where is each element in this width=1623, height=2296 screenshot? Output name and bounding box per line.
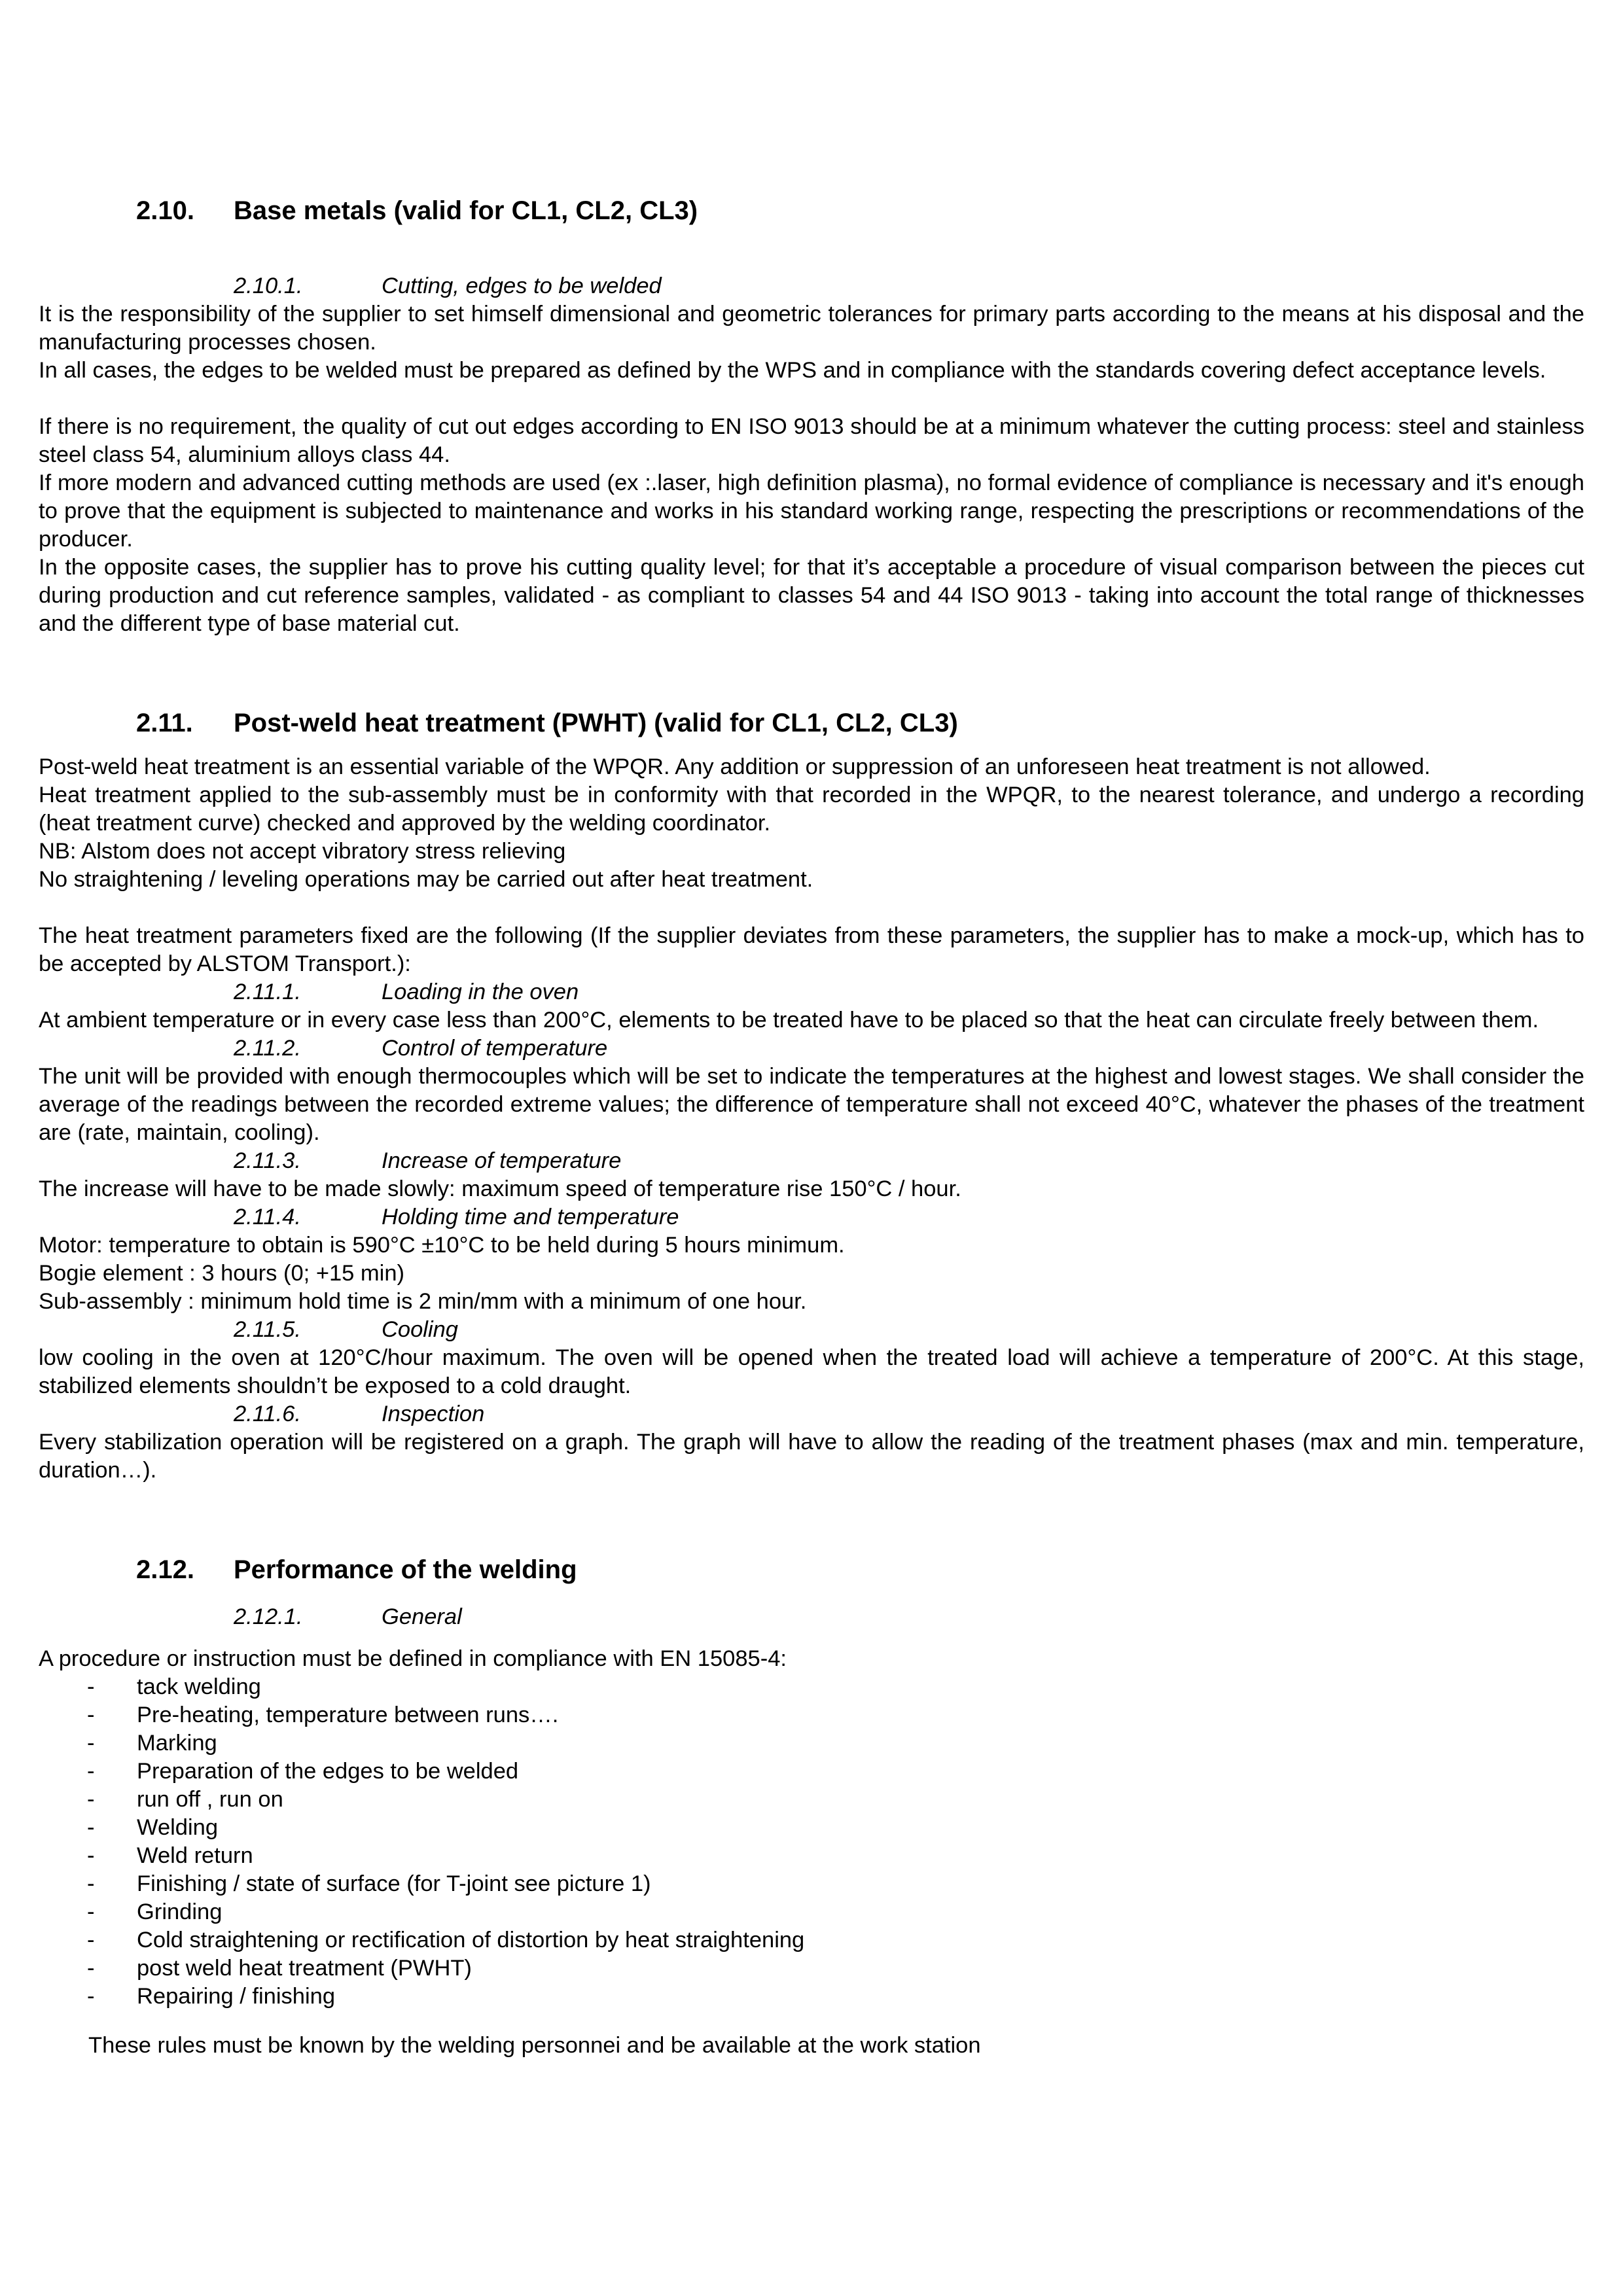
paragraph: The heat treatment parameters fixed are the following (If the supplier deviates from these parameters, the supplier has to make a mock-up, which has to be accepted by ALSTOM Transport.): [39, 923, 1584, 976]
requirements-list [39, 1673, 1584, 2011]
paragraph: In the opposite cases, the supplier has to prove his cutting quality level; for that it’s acceptable a procedure of visual comparison between the pieces cut during production and cut reference samples, validated - as compliant to classes 54 and 44 ISO 9013 - taking into account the total range of thicknesses and the different type of base material cut. [39, 555, 1584, 636]
section-title: Performance of the welding [234, 1555, 577, 1584]
list-dash: - [87, 1759, 95, 1784]
paragraph: Heat treatment applied to the sub-assembly must be in conformity with that recorded in the WPQR, to the nearest tolerance, and undergo a recording (heat treatment curve) checked and approved by the welding coordinator. [39, 783, 1584, 836]
subsection-number: 2.12.1. [234, 1604, 303, 1629]
list-item [39, 1898, 1584, 1926]
list-item [39, 1954, 1584, 1983]
paragraph: In all cases, the edges to be welded must be prepared as defined by the WPS and in compliance with the standards covering defect acceptance levels. [39, 358, 1546, 383]
subsection-heading-2-11-6 [39, 1400, 1584, 1428]
subsection-number: 2.11.3. [234, 1148, 301, 1173]
list-item-text: post weld heat treatment (PWHT) [137, 1956, 472, 1981]
paragraph: If more modern and advanced cutting methods are used (ex :.laser, high definition plasma), no formal evidence of compliance is necessary and it's enough to prove that the equipment is subjected to maintenance and works in his standard working range, respecting the prescriptions or recommendations of the producer. [39, 470, 1584, 552]
paragraph: Sub-assembly : minimum hold time is 2 min/mm with a minimum of one hour. [39, 1289, 807, 1314]
list-dash: - [87, 1899, 95, 1924]
subsection-heading-2-11-2 [39, 1034, 1584, 1063]
subsection-heading-2-11-3 [39, 1147, 1584, 1175]
list-dash: - [87, 1703, 95, 1727]
paragraph: The increase will have to be made slowly: maximum speed of temperature rise 150°C / hour. [39, 1176, 961, 1201]
paragraph: It is the responsibility of the supplier to set himself dimensional and geometric tolerances for primary parts according to the means at his disposal and the manufacturing processes chosen. [39, 302, 1584, 355]
list-item-text: Finishing / state of surface (for T-joint see picture 1) [137, 1871, 651, 1896]
paragraph: No straightening / leveling operations may be carried out after heat treatment. [39, 867, 813, 892]
list-dash: - [87, 1984, 95, 2009]
paragraph: NB: Alstom does not accept vibratory stress relieving [39, 839, 566, 864]
list-dash: - [87, 1787, 95, 1812]
paragraph: Post-weld heat treatment is an essential variable of the WPQR. Any addition or suppression of an unforeseen heat treatment is not allowed. [39, 754, 1431, 779]
list-item-text: Weld return [137, 1843, 253, 1868]
list-item-text: tack welding [137, 1674, 261, 1699]
paragraph: If there is no requirement, the quality of cut out edges according to EN ISO 9013 should be at a minimum whatever the cutting process: steel and stainless steel class 54, aluminium alloys class 44. [39, 414, 1584, 467]
paragraph: A procedure or instruction must be defined in compliance with EN 15085-4: [39, 1646, 787, 1671]
section-number: 2.10. [136, 196, 194, 225]
list-item-text: Cold straightening or rectification of distortion by heat straightening [137, 1928, 805, 1952]
subsection-number: 2.11.2. [234, 1036, 301, 1061]
list-item [39, 1757, 1584, 1786]
section-heading-2-10 [39, 195, 1584, 226]
list-item [39, 1729, 1584, 1757]
section-number: 2.11. [136, 709, 193, 737]
list-item [39, 1701, 1584, 1729]
subsection-number: 2.11.6. [234, 1402, 301, 1426]
subsection-title: General [382, 1604, 462, 1629]
list-item [39, 1870, 1584, 1898]
list-item-text: Marking [137, 1731, 217, 1756]
subsection-title: Inspection [382, 1402, 485, 1426]
section-heading-2-11 [39, 707, 1584, 739]
list-item [39, 1842, 1584, 1870]
list-dash: - [87, 1815, 95, 1840]
section-title: Post-weld heat treatment (PWHT) (valid for CL1, CL2, CL3) [234, 709, 958, 737]
list-dash: - [87, 1956, 95, 1981]
list-item [39, 1786, 1584, 1814]
paragraph: Motor: temperature to obtain is 590°C ±10°C to be held during 5 hours minimum. [39, 1233, 845, 1258]
paragraph: Bogie element : 3 hours (0; +15 min) [39, 1261, 405, 1286]
subsection-number: 2.11.1. [234, 980, 301, 1004]
list-item [39, 1983, 1584, 2011]
list-item-text: Welding [137, 1815, 219, 1840]
subsection-number: 2.11.4. [234, 1205, 301, 1229]
subsection-number: 2.10.1. [234, 274, 303, 298]
list-item [39, 1673, 1584, 1701]
subsection-heading-2-12-1 [39, 1603, 1584, 1631]
subsection-number: 2.11.5. [234, 1317, 301, 1342]
list-item-text: Pre-heating, temperature between runs…. [137, 1703, 559, 1727]
list-item-text: Preparation of the edges to be welded [137, 1759, 519, 1784]
list-item [39, 1814, 1584, 1842]
paragraph: Every stabilization operation will be registered on a graph. The graph will have to allow the reading of the treatment phases (max and min. temperature, duration…). [39, 1430, 1584, 1483]
list-dash: - [87, 1843, 95, 1868]
list-item-text: Repairing / finishing [137, 1984, 336, 2009]
list-dash: - [87, 1871, 95, 1896]
paragraph: At ambient temperature or in every case less than 200°C, elements to be treated have to be placed so that the heat can circulate freely between them. [39, 1008, 1539, 1033]
subsection-title: Cutting, edges to be welded [382, 274, 662, 298]
subsection-heading-2-11-4 [39, 1203, 1584, 1231]
subsection-heading-2-11-1 [39, 978, 1584, 1006]
paragraph: The unit will be provided with enough thermocouples which will be set to indicate the temperatures at the highest and lowest stages. We shall consider the average of the readings between the recorded extreme values; the difference of temperature shall not exceed 40°C, whatever the phases of the treatment are (rate, maintain, cooling). [39, 1064, 1584, 1145]
list-item-text: run off , run on [137, 1787, 283, 1812]
subsection-title: Increase of temperature [382, 1148, 622, 1173]
paragraph: low cooling in the oven at 120°C/hour maximum. The oven will be opened when the treated load will achieve a temperature of 200°C. At this stage, stabilized elements shouldn’t be exposed to a cold draught. [39, 1345, 1584, 1398]
section-number: 2.12. [136, 1555, 194, 1584]
document-content [39, 0, 1584, 2060]
subsection-title: Cooling [382, 1317, 458, 1342]
section-heading-2-12 [39, 1554, 1584, 1585]
list-item-text: Grinding [137, 1899, 223, 1924]
list-dash: - [87, 1731, 95, 1756]
subsection-heading-2-11-5 [39, 1316, 1584, 1344]
subsection-title: Loading in the oven [382, 980, 579, 1004]
subsection-title: Holding time and temperature [382, 1205, 679, 1229]
list-dash: - [87, 1674, 95, 1699]
list-item [39, 1926, 1584, 1954]
section-title: Base metals (valid for CL1, CL2, CL3) [234, 196, 698, 225]
subsection-title: Control of temperature [382, 1036, 608, 1061]
closing-note: These rules must be known by the welding personnei and be available at the work station [88, 2033, 981, 2058]
subsection-heading-2-10-1 [39, 272, 1584, 300]
list-dash: - [87, 1928, 95, 1952]
